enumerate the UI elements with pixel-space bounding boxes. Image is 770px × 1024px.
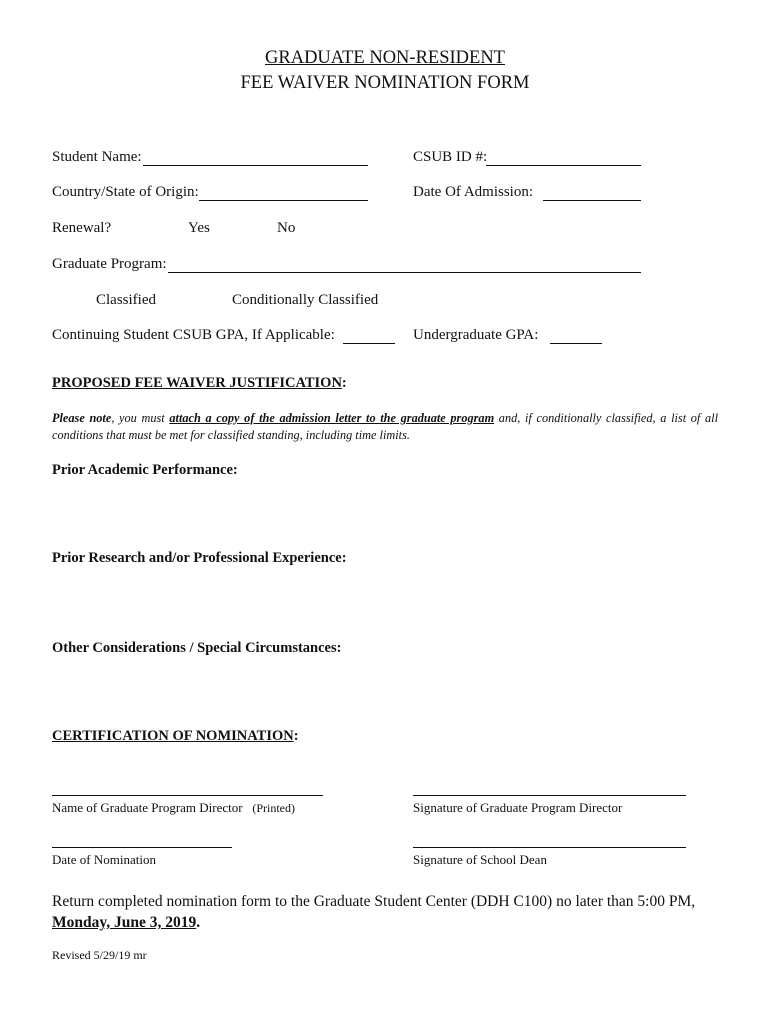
classified-option[interactable]: Classified	[96, 292, 156, 308]
renewal-no-option[interactable]: No	[277, 220, 296, 236]
director-signature-label: Signature of Graduate Program Director	[413, 800, 623, 815]
date-admission-label: Date Of Admission:	[413, 184, 533, 200]
undergrad-gpa-label: Undergraduate GPA:	[413, 327, 539, 343]
date-nomination-field[interactable]	[52, 847, 232, 848]
prior-research-heading: Prior Research and/or Professional Experience:	[52, 550, 347, 566]
renewal-label: Renewal?	[52, 220, 112, 236]
form-title-line2: FEE WAIVER NOMINATION FORM	[240, 73, 530, 93]
director-signature-field[interactable]	[413, 795, 686, 796]
graduate-program-field[interactable]	[168, 272, 641, 273]
country-state-label: Country/State of Origin:	[52, 184, 199, 200]
deadline: Monday, June 3, 2019	[52, 914, 197, 931]
prior-academic-heading: Prior Academic Performance:	[52, 462, 238, 478]
csub-id-field[interactable]	[486, 165, 641, 166]
csub-id-label: CSUB ID #:	[413, 149, 488, 165]
graduate-program-label: Graduate Program:	[52, 256, 167, 272]
other-considerations-heading: Other Considerations / Special Circumstances:	[52, 640, 342, 656]
undergrad-gpa-field[interactable]	[550, 343, 602, 344]
dean-signature-field[interactable]	[413, 847, 686, 848]
dean-signature-label: Signature of School Dean	[413, 852, 547, 867]
renewal-yes-option[interactable]: Yes	[188, 220, 210, 236]
date-admission-field[interactable]	[543, 200, 641, 201]
continuing-gpa-field[interactable]	[343, 343, 395, 344]
continuing-gpa-label: Continuing Student CSUB GPA, If Applicable:	[52, 327, 335, 343]
revision-note: Revised 5/29/19 mr	[52, 948, 147, 962]
certification-heading: CERTIFICATION OF NOMINATION:	[52, 728, 299, 744]
justification-heading: PROPOSED FEE WAIVER JUSTIFICATION:	[52, 375, 347, 391]
director-name-label: Name of Graduate Program Director (Printed)	[52, 800, 295, 815]
admission-letter-note: Please note, you must attach a copy of the admission letter to the graduate program and, if conditionally classified, a list of all conditions that must be met for classified standing, including time limits.	[52, 411, 718, 442]
date-nomination-label: Date of Nomination	[52, 852, 156, 867]
student-name-field[interactable]	[143, 165, 368, 166]
form-title-line1: GRADUATE NON-RESIDENT	[265, 48, 505, 68]
return-instructions: Return completed nomination form to the Graduate Student Center (DDH C100) no later than 5:00 PM, Monday, June 3, 2019.	[52, 893, 696, 931]
country-state-field[interactable]	[199, 200, 368, 201]
conditionally-classified-option[interactable]: Conditionally Classified	[232, 292, 379, 308]
director-name-field[interactable]	[52, 795, 323, 796]
student-name-label: Student Name:	[52, 149, 142, 165]
